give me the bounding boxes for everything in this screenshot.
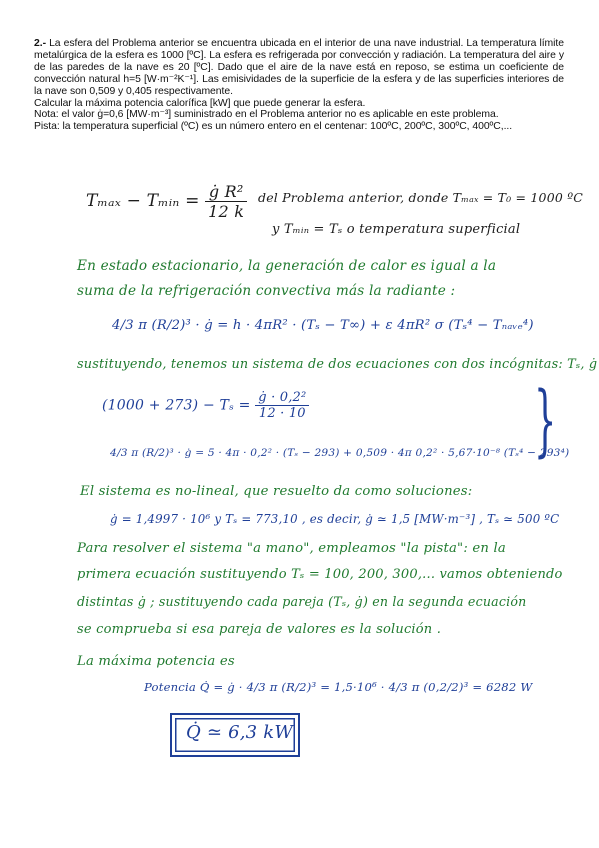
paragraph-hand-method-3: distintas ġ ; sustituyendo cada pareja (Tₛ, ġ) en la segunda ecuación (77, 594, 527, 609)
result-value: Q̇ ≃ 6,3 kW (186, 722, 294, 743)
equation-energy-balance: 4/3 π (R/2)³ · ġ = h · 4πR² · (Tₛ − T∞) + ε 4πR² σ (Tₛ⁴ − Tₙₐᵥₑ⁴) (112, 318, 534, 333)
paragraph-nonlinear: El sistema es no-lineal, que resuelto da como soluciones: (80, 484, 473, 499)
paragraph-max-power: La máxima potencia es (77, 654, 235, 669)
system-brace: } (534, 376, 557, 466)
paragraph-hand-method-1: Para resolver el sistema "a mano", empleamos "la pista": en la (77, 541, 506, 556)
problem-text: La esfera del Problema anterior se encuentra ubicada en el interior de una nave industrial. La temperatura límite metalúrgica de la esfera es 1000 [ºC]. La esfera es refrigerada por convección y radiación. La temperatura del aire y de las paredes de la nave es 20 [ºC]. Dado que el aire de la nave está en reposo, se estima un coeficiente de convección natural h=5 [W·m⁻²K⁻¹]. Las emisividades de la superficie de la esfera y de las superficies interiores de la nave son 0,509 y 0,405 respectivamente. (34, 38, 564, 97)
paragraph-hand-method-4: se comprueba si esa pareja de valores es la solución . (77, 622, 442, 637)
paragraph-steady-state-2: suma de la refrigeración convectiva más la radiante : (77, 283, 456, 299)
problem-statement (34, 38, 564, 133)
eq3-fraction (255, 390, 309, 421)
equation-tmax-tmin (86, 182, 247, 221)
paragraph-steady-state-1: En estado estacionario, la generación de calor es igual a la (77, 258, 497, 274)
problem-note: Nota: el valor ġ=0,6 [MW·m⁻³] suministrado en el Problema anterior no es aplicable en este problema. (34, 109, 499, 121)
eq1-lhs: Tₘₐₓ − Tₘᵢₙ = (86, 191, 200, 211)
eq1-comment-1: del Problema anterior, donde Tₘₐₓ = T₀ = 1000 ºC (258, 190, 584, 205)
equation-solutions: ġ = 1,4997 · 10⁶ y Tₛ = 773,10 , es decir, ġ ≃ 1,5 [MW·m⁻³] , Tₛ ≃ 500 ºC (110, 512, 560, 526)
eq3-numerator: ġ · 0,2² (255, 390, 309, 406)
eq3-denominator: 12 · 10 (258, 406, 306, 421)
paragraph-substituting: sustituyendo, tenemos un sistema de dos ecuaciones con dos incógnitas: Tₛ, ġ (77, 357, 598, 372)
equation-power: Potencia Q̇ = ġ · 4/3 π (R/2)³ = 1,5·10⁶ · 4/3 π (0,2/2)³ = 6282 W (144, 680, 533, 694)
eq1-denominator: 12 k (208, 202, 245, 221)
paragraph-hand-method-2: primera ecuación sustituyendo Tₛ = 100, 200, 300,... vamos obteniendo (77, 567, 563, 582)
problem-number: 2.- (34, 38, 46, 49)
eq3-lhs: (1000 + 273) − Tₛ = (102, 397, 251, 414)
eq1-fraction (205, 182, 247, 221)
problem-body (34, 38, 564, 98)
problem-hint: Pista: la temperatura superficial (ºC) es un número entero en el centenar: 100ºC, 200ºC, 300ºC, 400ºC,... (34, 121, 513, 133)
equation-system-1 (102, 390, 309, 421)
equation-system-2: 4/3 π (R/2)³ · ġ = 5 · 4π · 0,2² · (Tₛ − 293) + 0,509 · 4π 0,2² · 5,67·10⁻⁸ (Tₛ⁴ − 293⁴) (110, 447, 570, 459)
eq1-numerator: ġ R² (205, 182, 247, 202)
eq1-comment-2: y Tₘᵢₙ = Tₛ o temperatura superficial (272, 222, 521, 237)
problem-task: Calcular la máxima potencia calorífica [kW] que puede generar la esfera. (34, 97, 366, 109)
